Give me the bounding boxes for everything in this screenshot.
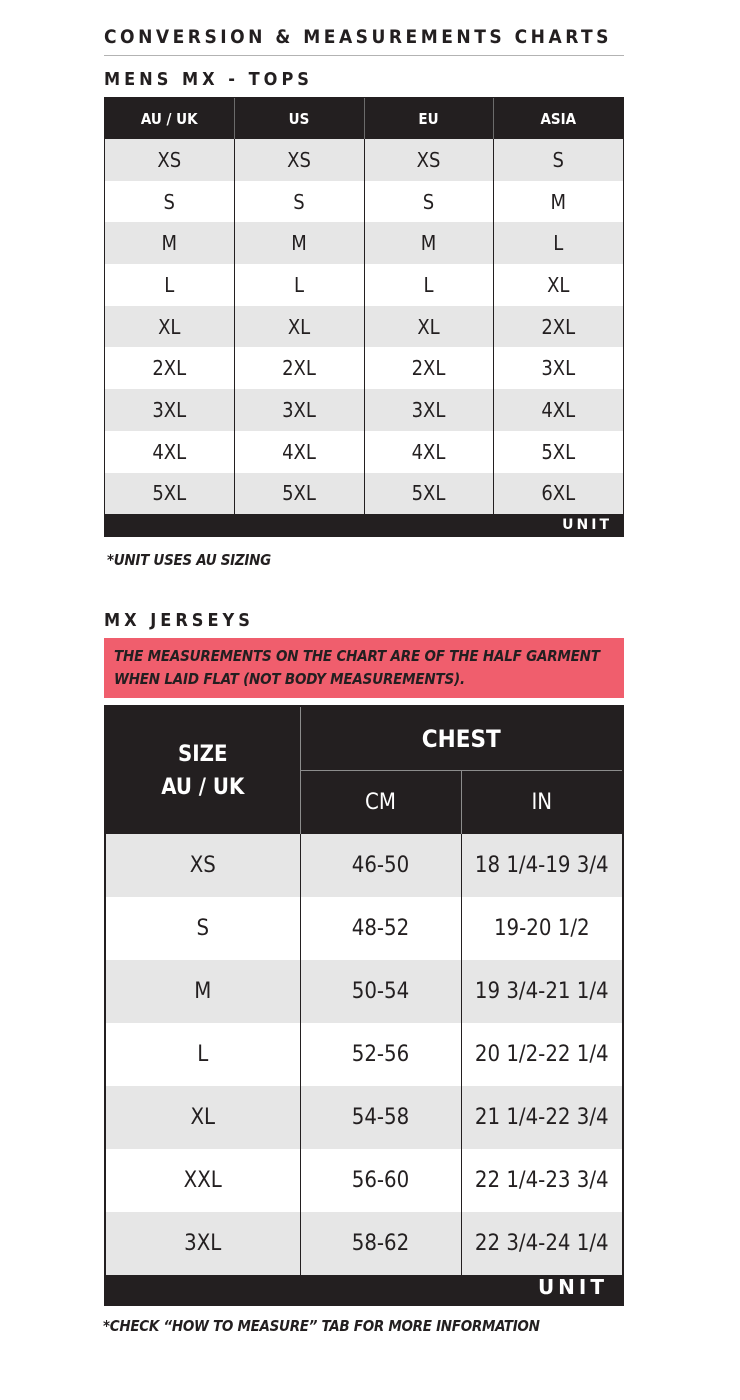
table-cell: XS: [364, 139, 493, 181]
size-cell: S: [106, 897, 300, 960]
table-cell: 5XL: [364, 473, 493, 515]
table-cell: S: [493, 139, 623, 181]
au-sizing-note: *UNIT USES AU SIZING: [107, 551, 271, 569]
in-header: IN: [461, 771, 622, 835]
chest-cm-cell: 58-62: [300, 1212, 461, 1275]
size-cell: XXL: [106, 1149, 300, 1212]
table-row: [106, 1149, 622, 1212]
table-cell: 4XL: [364, 431, 493, 473]
unit-logo: UNIT: [562, 517, 612, 533]
chest-cm-cell: 50-54: [300, 960, 461, 1023]
table-row: [106, 1086, 622, 1149]
how-to-measure-note: *CHECK “HOW TO MEASURE” TAB FOR MORE INFORMATION: [103, 1317, 540, 1335]
table-cell: S: [105, 181, 234, 223]
table-cell: 3XL: [364, 389, 493, 431]
table-cell: 4XL: [234, 431, 364, 473]
col-header-asia: ASIA: [493, 98, 623, 139]
table-row: [105, 389, 623, 431]
jerseys-section-title: MX JERSEYS: [104, 610, 254, 631]
table-row: [105, 431, 623, 473]
chest-in-cell: 22 1/4-23 3/4: [461, 1149, 622, 1212]
conversion-section-title: MENS MX - TOPS: [104, 69, 313, 90]
table-row: [106, 960, 622, 1023]
jersey-table: [104, 705, 624, 1306]
table-cell: 2XL: [493, 306, 623, 348]
table-cell: M: [105, 222, 234, 264]
table-cell: 3XL: [493, 347, 623, 389]
unit-logo: UNIT: [537, 1275, 608, 1299]
col-header-au-uk: AU / UK: [140, 109, 198, 128]
size-cell: 3XL: [106, 1212, 300, 1275]
size-column-header: [106, 707, 300, 834]
chest-in-cell: 18 1/4-19 3/4: [461, 834, 622, 897]
size-cell: L: [106, 1023, 300, 1086]
table-cell: XL: [234, 306, 364, 348]
table-cell: 6XL: [493, 473, 623, 515]
table-cell: 2XL: [105, 347, 234, 389]
chest-cm-cell: 46-50: [300, 834, 461, 897]
chest-in-cell: 19-20 1/2: [461, 897, 622, 960]
measurement-warning-banner: [104, 638, 624, 698]
table-cell: L: [105, 264, 234, 306]
table-cell: XS: [234, 139, 364, 181]
chest-in-cell: 20 1/2-22 1/4: [461, 1023, 622, 1086]
table-cell: 3XL: [234, 389, 364, 431]
banner-text: THE MEASUREMENTS ON THE CHART ARE OF THE HALF GARMENT WHEN LAID FLAT (NOT BODY MEASUREMENTS).: [114, 647, 600, 688]
table-cell: 2XL: [234, 347, 364, 389]
table-row: [105, 222, 623, 264]
chest-in-cell: 19 3/4-21 1/4: [461, 960, 622, 1023]
chest-cm-cell: 54-58: [300, 1086, 461, 1149]
size-cell: M: [106, 960, 300, 1023]
table-cell: M: [234, 222, 364, 264]
chest-in-cell: 21 1/4-22 3/4: [461, 1086, 622, 1149]
size-header-label: SIZE: [178, 741, 228, 767]
chest-cm-cell: 52-56: [300, 1023, 461, 1086]
conversion-table: [104, 97, 624, 537]
table-row: [106, 1212, 622, 1275]
table-row: [105, 473, 623, 515]
table-row: [105, 139, 623, 181]
table-row: [106, 1023, 622, 1086]
table-cell: 4XL: [493, 389, 623, 431]
chest-in-cell: 22 3/4-24 1/4: [461, 1212, 622, 1275]
table-cell: XL: [105, 306, 234, 348]
cm-header: CM: [300, 771, 461, 835]
table-cell: L: [234, 264, 364, 306]
table-cell: 5XL: [105, 473, 234, 515]
table-cell: 5XL: [234, 473, 364, 515]
table-cell: L: [364, 264, 493, 306]
table-row: [105, 264, 623, 306]
chest-cm-cell: 56-60: [300, 1149, 461, 1212]
table-row: [105, 306, 623, 348]
table-cell: M: [364, 222, 493, 264]
conversion-header-row: [105, 98, 623, 139]
title-divider: [104, 55, 624, 56]
table-row: [106, 834, 622, 897]
size-cell: XS: [106, 834, 300, 897]
col-header-eu: EU: [364, 98, 493, 139]
page-title: CONVERSION & MEASUREMENTS CHARTS: [104, 26, 612, 48]
size-header-region: AU / UK: [161, 774, 245, 800]
table-row: [106, 897, 622, 960]
table-cell: L: [493, 222, 623, 264]
table-cell: S: [234, 181, 364, 223]
chest-cm-cell: 48-52: [300, 897, 461, 960]
table-row: [105, 181, 623, 223]
jersey-header-row: [106, 707, 622, 771]
table-cell: S: [364, 181, 493, 223]
table-cell: 2XL: [364, 347, 493, 389]
size-cell: XL: [106, 1086, 300, 1149]
table-cell: XL: [493, 264, 623, 306]
table-cell: M: [493, 181, 623, 223]
table-row: [105, 347, 623, 389]
chest-header: CHEST: [300, 707, 622, 771]
table-cell: XL: [364, 306, 493, 348]
table-cell: 3XL: [105, 389, 234, 431]
table-cell: 4XL: [105, 431, 234, 473]
brand-strip: [104, 515, 624, 537]
col-header-us: US: [234, 98, 364, 139]
table-cell: XS: [105, 139, 234, 181]
table-cell: 5XL: [493, 431, 623, 473]
